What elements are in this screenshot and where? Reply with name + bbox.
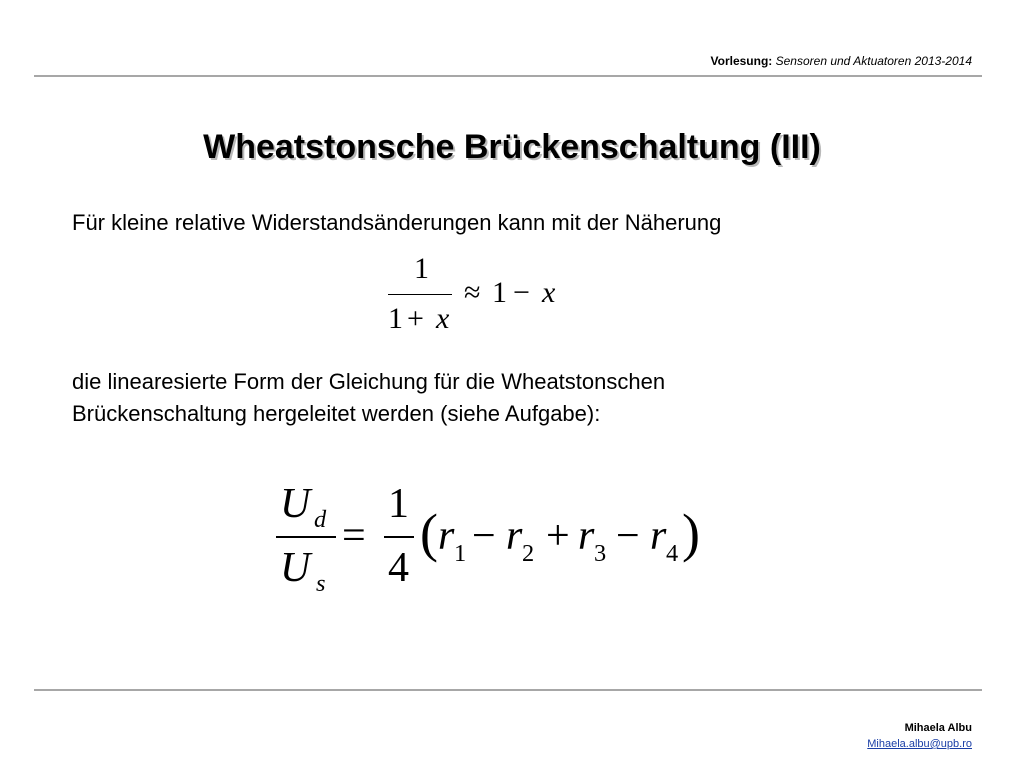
lecture-label: Vorlesung: <box>710 54 773 68</box>
minus-1: − <box>472 513 496 559</box>
lhs-den-sub: s <box>316 570 326 597</box>
r3-letter: r <box>578 513 595 559</box>
author-email-link[interactable]: Mihaela.albu@upb.ro <box>867 738 972 750</box>
r2-sub: 2 <box>522 540 535 567</box>
open-paren: ( <box>420 503 438 563</box>
close-paren: ) <box>682 503 700 563</box>
lhs-fraction-bar <box>276 536 336 538</box>
continuation-line-2: Brückenschaltung hergeleitet werden (siehe Aufgabe): <box>72 401 601 426</box>
plus-1: + <box>546 513 570 559</box>
minus-2: − <box>616 513 640 559</box>
continuation-line-1: die linearesierte Form der Gleichung für die Wheatstonschen <box>72 369 666 394</box>
lhs-num-u: U <box>280 481 311 527</box>
r2-letter: r <box>506 513 523 559</box>
intro-text: Für kleine relative Widerstandsänderungen kann mit der Näherung <box>72 210 722 235</box>
approx-fraction-bar <box>388 294 452 295</box>
continuation-text <box>72 366 665 430</box>
r1-sub: 1 <box>454 540 467 567</box>
r3-sub: 3 <box>594 540 607 567</box>
approx-den-x: x <box>436 302 450 335</box>
r1-letter: r <box>438 513 455 559</box>
r4-sub: 4 <box>666 540 679 567</box>
lhs-den-u: U <box>280 545 311 591</box>
approx-symbol: ≈ <box>464 276 481 309</box>
approx-rhs-one: 1 <box>492 276 507 309</box>
approx-rhs-x: x <box>542 276 556 309</box>
footer-divider <box>34 689 982 691</box>
approx-rhs-minus: − <box>513 276 530 309</box>
lecture-header <box>711 54 973 68</box>
course-name: Sensoren und Aktuatoren 2013-2014 <box>775 54 972 68</box>
approx-den-plus: + <box>407 302 424 335</box>
approx-numerator: 1 <box>414 252 429 285</box>
header-divider <box>34 75 982 77</box>
coef-fraction-bar <box>384 536 414 538</box>
author-name: Mihaela Albu <box>904 722 972 734</box>
coef-denominator: 4 <box>388 545 409 591</box>
slide-title: Wheatstonsche Brückenschaltung (III) <box>203 128 821 166</box>
r4-letter: r <box>650 513 667 559</box>
lhs-num-sub: d <box>314 506 327 533</box>
approx-den-one: 1 <box>388 302 403 335</box>
coef-numerator: 1 <box>388 481 409 527</box>
equals-sign: = <box>342 513 366 559</box>
